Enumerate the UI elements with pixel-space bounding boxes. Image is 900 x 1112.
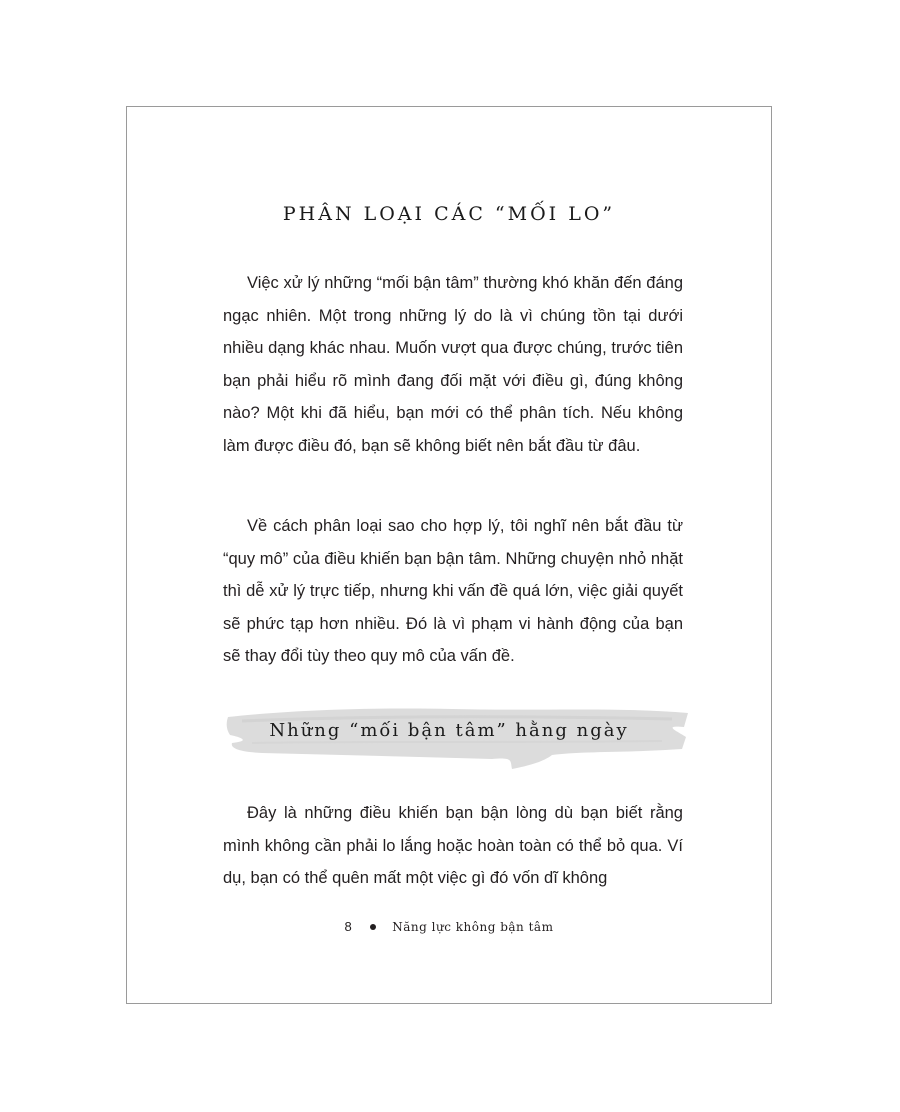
- book-page: [126, 106, 772, 1004]
- paragraph-1: Việc xử lý những “mối bận tâm” thường khó khăn đến đáng ngạc nhiên. Một trong những lý do là vì chúng tồn tại dưới nhiều dạng khác nhau. Muốn vượt qua được chúng, trước tiên bạn phải hiểu rõ mình đang đối mặt với điều gì, đúng không nào? Một khi đã hiểu, bạn mới có thể phân tích. Nếu không làm được điều đó, bạn sẽ không biết nên bắt đầu từ đâu.: [223, 274, 683, 455]
- section-heading: Những “mối bận tâm” hằng ngày: [269, 720, 629, 741]
- chapter-title: PHÂN LOẠI CÁC “MỐI LO”: [282, 203, 616, 225]
- page-number: 8: [344, 919, 353, 934]
- page-footer: [127, 919, 771, 934]
- bullet-separator-icon: [370, 924, 376, 930]
- paragraph-3: Đây là những điều khiến bạn bận lòng dù bạn biết rằng mình không cần phải lo lắng hoặc hoàn toàn có thể bỏ qua. Ví dụ, bạn có thể quên mất một việc gì đó vốn dĩ không: [223, 804, 683, 887]
- book-title: Năng lực không bận tâm: [392, 920, 554, 934]
- brush-stroke-highlight: [222, 697, 692, 787]
- paragraph-2: Về cách phân loại sao cho hợp lý, tôi nghĩ nên bắt đầu từ “quy mô” của điều khiến bạn bận tâm. Những chuyện nhỏ nhặt thì dễ xử lý trực tiếp, nhưng khi vấn đề quá lớn, việc giải quyết sẽ phức tạp hơn nhiều. Đó là vì phạm vi hành động của bạn sẽ thay đổi tùy theo quy mô của vấn đề.: [223, 517, 683, 665]
